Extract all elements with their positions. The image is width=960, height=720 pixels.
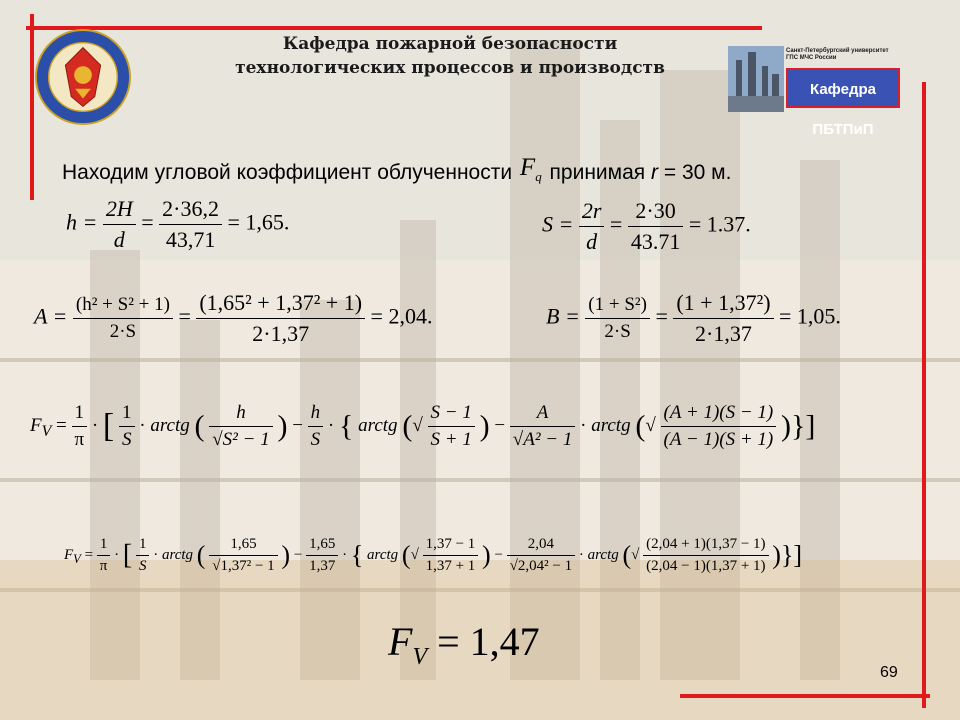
fv-symbol: $F_V$ bbox=[64, 546, 81, 566]
equation-h: h = $\frac{2H}{d}$ = $\frac{2\cdot 36,2}{43,71}$ = 1,65. bbox=[66, 196, 290, 252]
fraction: $\frac{2r}{d}$ bbox=[579, 198, 605, 255]
equation-b: B = $\frac{\text{(1 + S²)}}{2\cdot S}$ = $\frac{\text{(1 + 1,37²)}}{2\cdot 1,37}$ = 1,05. bbox=[546, 290, 841, 346]
intro-text-after: принимая bbox=[549, 161, 646, 184]
result-fv: $F_V = 1,47$ bbox=[388, 619, 540, 670]
fraction: $\frac{2H}{d}$ bbox=[103, 196, 136, 253]
logo-university-text: Санкт-Петербургский университет ГПС МЧС России bbox=[786, 48, 889, 61]
fraction: $\frac{\text{(1 + S²)}}{2\cdot S}$ bbox=[585, 294, 650, 343]
fraction: $\frac{\text{(1,65² + 1,37² + 1)}}{2\cdot 1,37}$ bbox=[196, 290, 365, 347]
university-emblem-icon bbox=[34, 28, 132, 126]
fraction: $\frac{\text{(h² + S² + 1)}}{2\cdot S}$ bbox=[73, 294, 173, 343]
fraction: $\frac{1}{S}$ bbox=[119, 402, 135, 451]
intro-r-variable: r bbox=[651, 161, 658, 184]
department-logo bbox=[728, 46, 900, 138]
fraction: $\frac{\text{(1 + 1,37²)}}{2\cdot 1,37}$ bbox=[673, 290, 773, 347]
frame-line-bottom bbox=[680, 694, 930, 698]
fraction-one-over-pi: $\frac{1}{\pi}$ bbox=[72, 402, 88, 451]
fraction: $\frac{2,04}{\text{√2,04² − 1}}$ bbox=[507, 536, 575, 575]
header-line-1: Кафедра пожарной безопасности bbox=[282, 34, 618, 54]
equation-s: S = $\frac{2r}{d}$ = $\frac{2\cdot 30}{43.71}$ = 1.37. bbox=[542, 198, 751, 254]
fraction: $\frac{2\cdot 30}{43.71}$ bbox=[628, 198, 684, 255]
intro-text bbox=[62, 154, 732, 189]
fraction: $\frac{1,65}{\text{√1,37² − 1}}$ bbox=[209, 536, 277, 575]
fraction: $\frac{h}{\text{√S² − 1}}$ bbox=[209, 402, 272, 451]
equation-a: A = $\frac{\text{(h² + S² + 1)}}{2\cdot S}$ = $\frac{\text{(1,65² + 1,37² + 1)}}{2\cdot 1,37}$ = 2,04. bbox=[34, 290, 433, 346]
fraction: $\frac{(A + 1)(S - 1)}{(A - 1)(S + 1)}$ bbox=[661, 402, 777, 451]
formula-fv-general: $F_V$ = $\frac{1}{\pi}$ · [ $\frac{1}{S}$ · arctg ( $\frac{h}{\text{√S² − 1}}$ ) − $\frac{h}{S}$ · { arctg (√ $\frac{S - 1}{S + 1}$ ) − $\frac{A}{\text{√A² − 1}}$ · arctg (√ $\frac{(A + 1)(S - 1)}{(A - 1)(S + 1)}$ )}] bbox=[30, 402, 816, 450]
fraction-one-over-pi: $\frac{1}{\pi}$ bbox=[97, 536, 111, 575]
intro-r-value: = 30 м. bbox=[663, 161, 732, 184]
header-line-2: технологических процессов и производств bbox=[235, 58, 665, 78]
fv-symbol: $F_V$ bbox=[30, 414, 52, 440]
fraction: $\frac{S - 1}{S + 1}$ bbox=[428, 402, 475, 451]
formula-fv-numeric: $F_V$ = $\frac{1}{\pi}$ · [ $\frac{1}{S}$ · arctg ( $\frac{1,65}{\text{√1,37² − 1}}$ ) − $\frac{1,65}{1,37}$ · { arctg (√ $\frac{1,37 - 1}{1,37 + 1}$ ) − $\frac{2,04}{\text{√2,04² − 1}}$ · arctg (√ $\frac{(2,04 + 1)(1,37 - 1)}{(2,04 - 1)(1,37 + 1)}$ )}] bbox=[64, 536, 803, 574]
page-number: 69 bbox=[880, 664, 898, 681]
fraction: $\frac{A}{\text{√A² − 1}}$ bbox=[510, 402, 576, 451]
intro-text-before: Находим угловой коэффициент облученности bbox=[62, 161, 513, 184]
logo-department-text: Кафедра ПБТПиП bbox=[786, 68, 900, 108]
fraction: $\frac{1,65}{1,37}$ bbox=[306, 536, 338, 575]
frame-line-top bbox=[26, 26, 762, 30]
fraction: $\frac{1}{S}$ bbox=[136, 536, 150, 575]
fraction: $\frac{2\cdot 36,2}{43,71}$ bbox=[159, 196, 222, 253]
symbol-fq: $F_q$ bbox=[519, 154, 542, 184]
fraction: $\frac{(2,04 + 1)(1,37 - 1)}{(2,04 - 1)(1,37 + 1)}$ bbox=[643, 536, 768, 575]
fraction: $\frac{h}{S}$ bbox=[308, 402, 324, 451]
fraction: $\frac{1,37 - 1}{1,37 + 1}$ bbox=[423, 536, 479, 575]
frame-line-right bbox=[922, 82, 926, 708]
department-header bbox=[220, 32, 680, 80]
